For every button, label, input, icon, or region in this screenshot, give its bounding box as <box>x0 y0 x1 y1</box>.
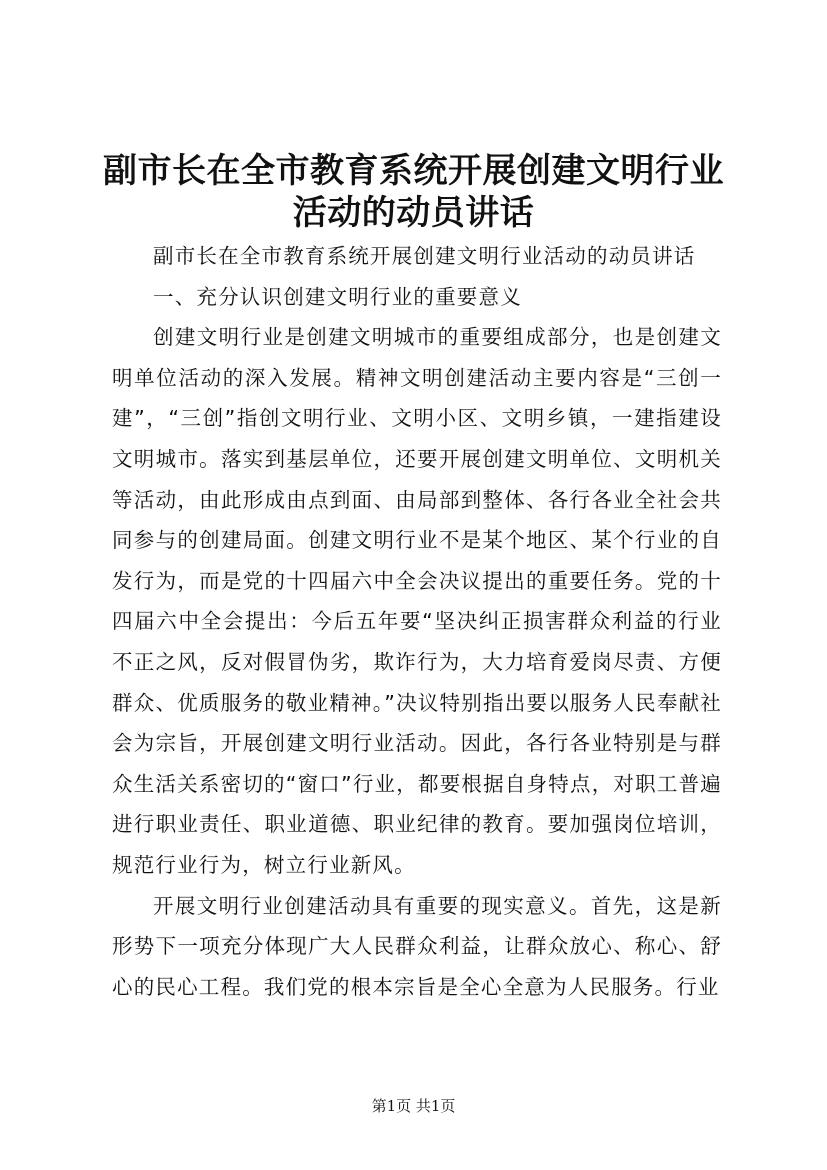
body-paragraph-2: 开展文明行业创建活动具有重要的现实意义。首先，这是新形势下一项充分体现广大人民群众利益，让群众放心、称心、舒心的民心工程。我们党的根本宗旨是全心全意为人民服务。行业 <box>112 893 722 999</box>
page-footer: 第1页 共1页 <box>371 1097 456 1115</box>
body-paragraph-1: 创建文明行业是创建文明城市的重要组成部分，也是创建文明单位活动的深入发展。精神文明创建活动主要内容是“三创一建”，“三创”指创文明行业、文明小区、文明乡镇，一建指建设文明城市。落实到基层单位，还要开展创建文明单位、文明机关等活动，由此形成由点到面、由局部到整体、各行各业全社会共同参与的创建局面。创建文明行业不是某个地区、某个行业的自发行为，而是党的十四届六中全会决议提出的重要任务。党的十四届六中全会提出：今后五年要“坚决纠正损害群众利益的行业不正之风，反对假冒伪劣，欺诈行为，大力培育爱岗尽责、方便群众、优质服务的敬业精神。”决议特别指出要以服务人民奉献社会为宗旨，开展创建文明行业活动。因此，各行各业特别是与群众生活关系密切的“窗口”行业，都要根据自身特点，对职工普遍进行职业责任、职业道德、职业纪律的教育。要加强岗位培训，规范行业行为，树立行业新风。 <box>112 325 722 877</box>
subtitle-paragraph: 副市长在全市教育系统开展创建文明行业活动的动员讲话 <box>153 244 696 268</box>
document-body <box>112 236 722 1007</box>
section-heading: 一、充分认识创建文明行业的重要意义 <box>153 284 522 309</box>
document-title: 副市长在全市教育系统开展创建文明行业活动的动员讲话 <box>103 151 724 233</box>
